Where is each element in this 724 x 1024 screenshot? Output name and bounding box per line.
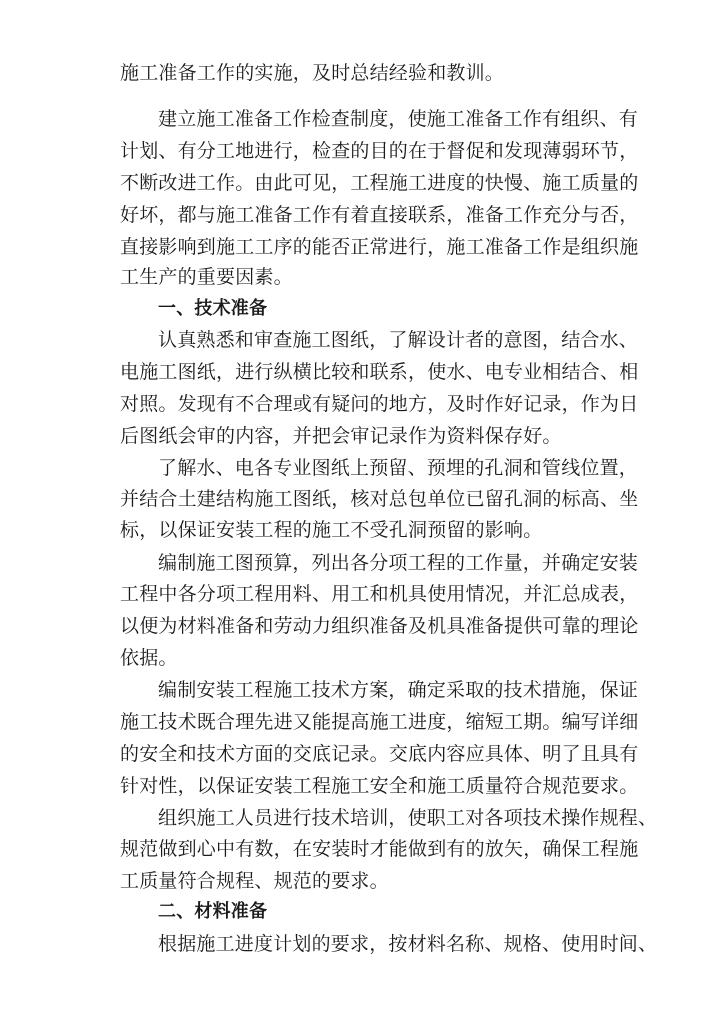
text-line: 工程中各分项工程用料、用工和机具使用情况，并汇总成表，: [120, 583, 639, 605]
text-line: 标，以保证安装工程的施工不受孔洞预留的影响。: [120, 519, 543, 541]
text-line: 后图纸会审的内容，并把会审记录作为资料保存好。: [120, 425, 562, 447]
text-line: 并结合土建结构施工图纸，核对总包单位已留孔洞的标高、坐: [120, 488, 639, 510]
text-line: 工生产的重要因素。: [120, 266, 293, 288]
text-line: 施工准备工作的实施，及时总结经验和教训。: [120, 62, 505, 84]
text-line: 计划、有分工地进行，检查的目的在于督促和发现薄弱环节，: [120, 140, 639, 162]
paragraph-first-line: 编制施工图预算，列出各分项工程的工作量，并确定安装: [158, 552, 639, 574]
text-line: 直接影响到施工工序的能否正常进行，施工准备工作是组织施: [120, 236, 639, 258]
text-line: 施工技术既合理先进又能提高施工进度，缩短工期。编写详细: [120, 711, 639, 733]
paragraph-first-line: 编制安装工程施工技术方案，确定采取的技术措施，保证: [158, 679, 639, 701]
section-heading: 二、材料准备: [158, 901, 268, 922]
text-line: 好坏，都与施工准备工作有着直接联系，准备工作充分与否，: [120, 204, 639, 226]
section-heading: 一、技术准备: [158, 298, 268, 319]
paragraph-first-line: 根据施工进度计划的要求，按材料名称、规格、使用时间、: [158, 933, 658, 955]
text-line: 的安全和技术方面的交底记录。交底内容应具体、明了且具有: [120, 743, 639, 765]
text-line: 工质量符合规程、规范的要求。: [120, 870, 389, 892]
text-line: 不断改进工作。由此可见，工程施工进度的快慢、施工质量的: [120, 172, 639, 194]
text-line: 对照。发现有不合理或有疑问的地方，及时作好记录，作为日: [120, 393, 639, 415]
text-line: 规范做到心中有数，在安装时才能做到有的放矢，确保工程施: [120, 838, 639, 860]
text-line: 针对性，以保证安装工程施工安全和施工质量符合规范要求。: [120, 775, 639, 797]
paragraph-first-line: 组织施工人员进行技术培训，使职工对各项技术操作规程、: [158, 807, 658, 829]
paragraph-first-line: 了解水、电各专业图纸上预留、预埋的孔洞和管线位置，: [158, 457, 639, 479]
text-line: 电施工图纸，进行纵横比较和联系，使水、电专业相结合、相: [120, 361, 639, 383]
paragraph-first-line: 建立施工准备工作检查制度，使施工准备工作有组织、有: [158, 108, 639, 130]
text-line: 以便为材料准备和劳动力组织准备及机具准备提供可靠的理论: [120, 615, 639, 637]
text-line: 依据。: [120, 647, 178, 669]
paragraph-first-line: 认真熟悉和审查施工图纸，了解设计者的意图，结合水、: [158, 329, 639, 351]
